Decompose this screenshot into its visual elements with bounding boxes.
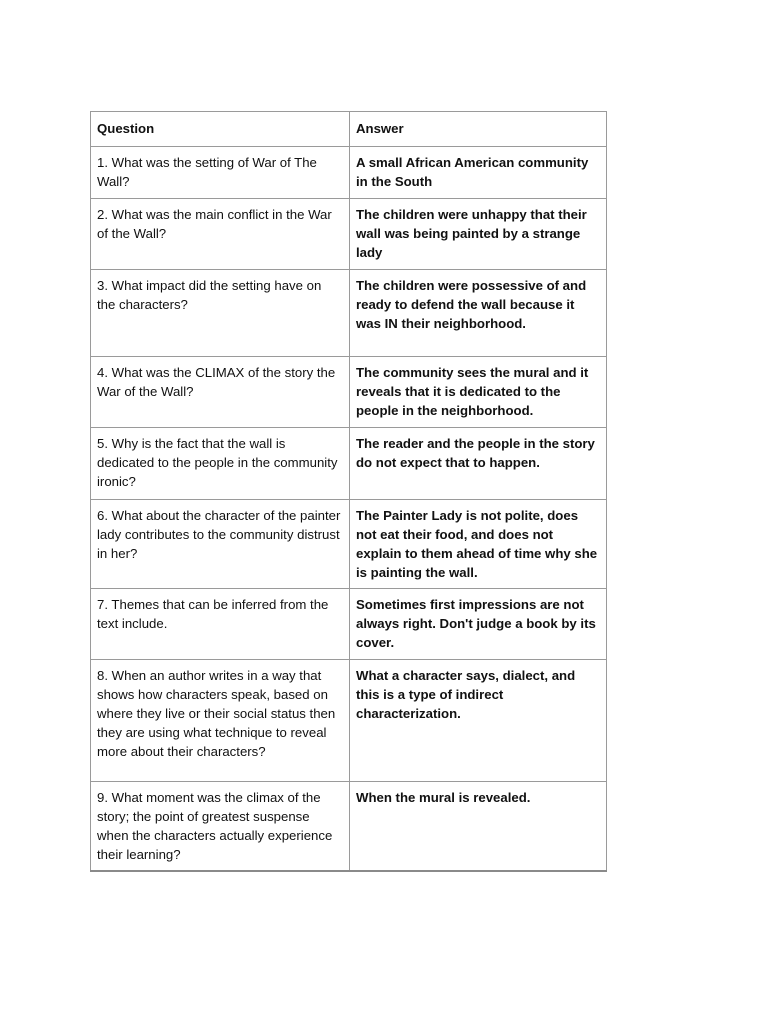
answer-cell: Sometimes first impressions are not always right. Don't judge a book by its cover. [350,589,607,660]
question-header: Question [91,112,350,147]
table-row [91,589,607,660]
question-cell: 6. What about the character of the painter lady contributes to the community distrust in her? [91,500,350,589]
table-row [91,357,607,428]
table-row [91,500,607,589]
answer-header: Answer [350,112,607,147]
answer-cell: The children were possessive of and ready to defend the wall because it was IN their neighborhood. [350,270,607,357]
answer-cell: The community sees the mural and it reveals that it is dedicated to the people in the neighborhood. [350,357,607,428]
question-cell: 9. What moment was the climax of the story; the point of greatest suspense when the characters actually experience their learning? [91,782,350,872]
answer-cell: When the mural is revealed. [350,782,607,872]
answer-cell: A small African American community in the South [350,147,607,199]
answer-cell: The children were unhappy that their wall was being painted by a strange lady [350,199,607,270]
question-cell: 4. What was the CLIMAX of the story the War of the Wall? [91,357,350,428]
table-row [91,270,607,357]
question-cell: 2. What was the main conflict in the War of the Wall? [91,199,350,270]
table-header-row [91,112,607,147]
answer-cell: What a character says, dialect, and this is a type of indirect characterization. [350,660,607,782]
answer-cell: The Painter Lady is not polite, does not eat their food, and does not explain to them ahead of time why she is painting the wall. [350,500,607,589]
question-cell: 5. Why is the fact that the wall is dedicated to the people in the community ironic? [91,428,350,500]
question-cell: 8. When an author writes in a way that shows how characters speak, based on where they live or their social status then they are using what technique to reveal more about their characters? [91,660,350,782]
table-row [91,147,607,199]
table-row [91,782,607,872]
table-row [91,660,607,782]
question-cell: 1. What was the setting of War of The Wall? [91,147,350,199]
qa-table [90,111,607,872]
answer-cell: The reader and the people in the story do not expect that to happen. [350,428,607,500]
table-row [91,199,607,270]
question-cell: 7. Themes that can be inferred from the text include. [91,589,350,660]
table-row [91,428,607,500]
question-cell: 3. What impact did the setting have on the characters? [91,270,350,357]
